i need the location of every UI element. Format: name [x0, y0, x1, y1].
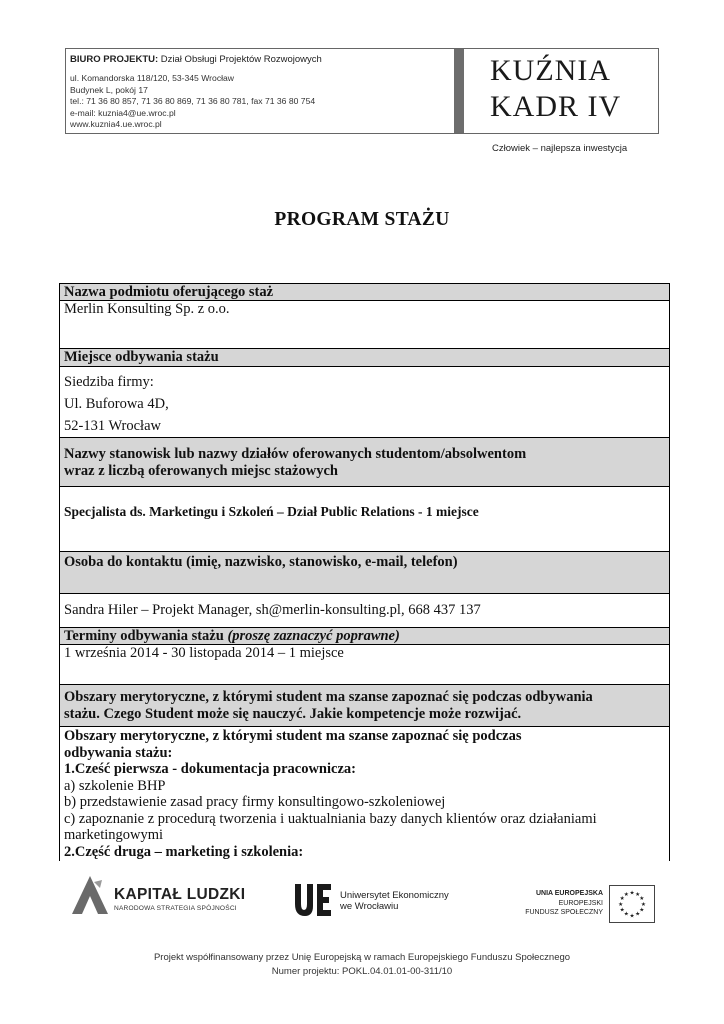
areas-intro: odbywania stażu: — [64, 744, 173, 761]
svg-text:★: ★ — [640, 901, 646, 908]
place-value-row — [60, 366, 669, 437]
project-number: Numer projektu: POKL.04.01.01-00-311/10 — [271, 966, 453, 977]
positions-label: wraz z liczbą oferowanych miejsc stażowych — [64, 462, 338, 479]
svg-text:★: ★ — [629, 890, 635, 897]
svg-text:★: ★ — [618, 901, 624, 908]
kl-subtitle: NARODOWA STRATEGIA SPÓJNOŚCI — [114, 905, 237, 912]
place-label: Miejsce odbywania stażu — [64, 349, 219, 365]
office-address — [70, 73, 450, 131]
kuznia-kadr-logo — [490, 53, 655, 125]
ue-wroclaw-icon — [293, 882, 333, 918]
svg-text:★: ★ — [619, 907, 625, 914]
place-line: Ul. Buforowa 4D, — [64, 396, 169, 412]
svg-text:★: ★ — [635, 892, 641, 899]
entity-label-row — [60, 283, 669, 300]
entity-value-row — [60, 300, 669, 348]
place-label-row — [60, 348, 669, 366]
logo-line-1: KUŹNIA — [490, 54, 611, 87]
positions-value: Specjalista ds. Marketingu i Szkoleń – Dział Public Relations - 1 miejsce — [64, 504, 479, 519]
kapital-ludzki-logo — [114, 886, 245, 912]
eu-line: FUNDUSZ SPOŁECZNY — [525, 909, 603, 916]
part2-title: 2.Część druga – marketing i szkolenia: — [64, 843, 304, 860]
phone-line: tel.: 71 36 80 857, 71 36 80 869, 71 36 80 781, fax 71 36 80 754 — [70, 96, 316, 106]
ue-wroclaw-logo — [340, 890, 449, 912]
svg-text:★: ★ — [619, 896, 625, 903]
header-divider-bar — [454, 49, 464, 133]
areas-label-row — [60, 684, 669, 726]
areas-label: stażu. Czego Student może się nauczyć. Jakie kompetencje może rozwijać. — [64, 705, 522, 722]
contact-label-row — [60, 551, 669, 593]
svg-text:★: ★ — [623, 892, 629, 899]
positions-label-row — [60, 437, 669, 486]
positions-value-row — [60, 486, 669, 551]
list-item: a) szkolenie BHP — [64, 777, 166, 794]
eu-flag-icon — [609, 885, 655, 923]
place-line: 52-131 Wrocław — [64, 418, 161, 434]
areas-content-row — [60, 726, 669, 861]
office-title — [70, 53, 450, 66]
kl-name: KAPITAŁ LUDZKI — [114, 886, 246, 903]
entity-label: Nazwa podmiotu oferującego staż — [64, 284, 274, 300]
svg-text:★: ★ — [639, 907, 645, 914]
tagline: Człowiek – najlepsza inwestycja — [492, 143, 628, 154]
logo-line-2: KADR IV — [490, 90, 622, 123]
ue-line: Uniwersytet Ekonomiczny — [340, 890, 449, 901]
eu-line: UNIA EUROPEJSKA — [535, 890, 603, 897]
list-item: marketingowymi — [64, 827, 164, 843]
contact-value-row — [60, 593, 669, 627]
address-line: Budynek L, pokój 17 — [70, 84, 148, 95]
eu-label — [507, 889, 603, 918]
svg-text:★: ★ — [635, 911, 641, 918]
terms-label-row — [60, 627, 669, 644]
ue-line: we Wrocławiu — [340, 901, 399, 912]
terms-value-row — [60, 644, 669, 684]
website-line: www.kuznia4.ue.wroc.pl — [70, 119, 162, 129]
positions-label: Nazwy stanowisk lub nazwy działów oferowanych studentom/absolwentom — [64, 446, 527, 462]
list-item: c) zapoznanie z procedurą tworzenia i uaktualniania bazy danych klientów oraz działaniami — [64, 810, 597, 827]
project-office-info — [70, 53, 450, 131]
areas-intro: Obszary merytoryczne, z którymi student ma szanse zapoznać się podczas — [64, 728, 522, 744]
internship-table — [59, 283, 670, 861]
svg-text:★: ★ — [639, 896, 645, 903]
entity-value: Merlin Konsulting Sp. z o.o. — [64, 301, 230, 317]
part1-title: 1.Cześć pierwsza - dokumentacja pracownicza: — [64, 761, 356, 777]
contact-value: Sandra Hiler – Projekt Manager, sh@merlin-konsulting.pl, 668 437 137 — [64, 602, 481, 618]
eu-line: EUROPEJSKI — [558, 899, 603, 907]
office-prefix: BIURO PROJEKTU: — [70, 54, 159, 65]
page-title: PROGRAM STAŻU — [274, 209, 450, 230]
office-name: Dział Obsługi Projektów Rozwojowych — [160, 54, 322, 65]
terms-value: 1 września 2014 - 30 listopada 2014 – 1 miejsce — [64, 645, 344, 661]
footer-logos — [0, 868, 724, 928]
contact-label: Osoba do kontaktu (imię, nazwisko, stanowisko, e-mail, telefon) — [64, 554, 458, 570]
funding-line: Projekt współfinansowany przez Unię Europejską w ramach Europejskiego Funduszu Społecznego — [153, 952, 571, 963]
svg-text:★: ★ — [623, 911, 629, 918]
terms-note: (proszę zaznaczyć poprawne) — [227, 628, 400, 644]
kapital-ludzki-icon — [68, 874, 112, 918]
terms-label: Terminy odbywania stażu — [64, 628, 224, 644]
email-line: e-mail: kuznia4@ue.wroc.pl — [70, 107, 176, 118]
funding-note — [0, 951, 724, 979]
place-line: Siedziba firmy: — [64, 374, 154, 390]
svg-text:★: ★ — [629, 913, 635, 920]
areas-label: Obszary merytoryczne, z którymi student ma szanse zapoznać się podczas odbywania — [64, 689, 593, 705]
header-box — [65, 48, 659, 134]
list-item: b) przedstawienie zasad pracy firmy konsultingowo-szkoleniowej — [64, 794, 446, 810]
address-line: ul. Komandorska 118/120, 53-345 Wrocław — [70, 73, 235, 83]
